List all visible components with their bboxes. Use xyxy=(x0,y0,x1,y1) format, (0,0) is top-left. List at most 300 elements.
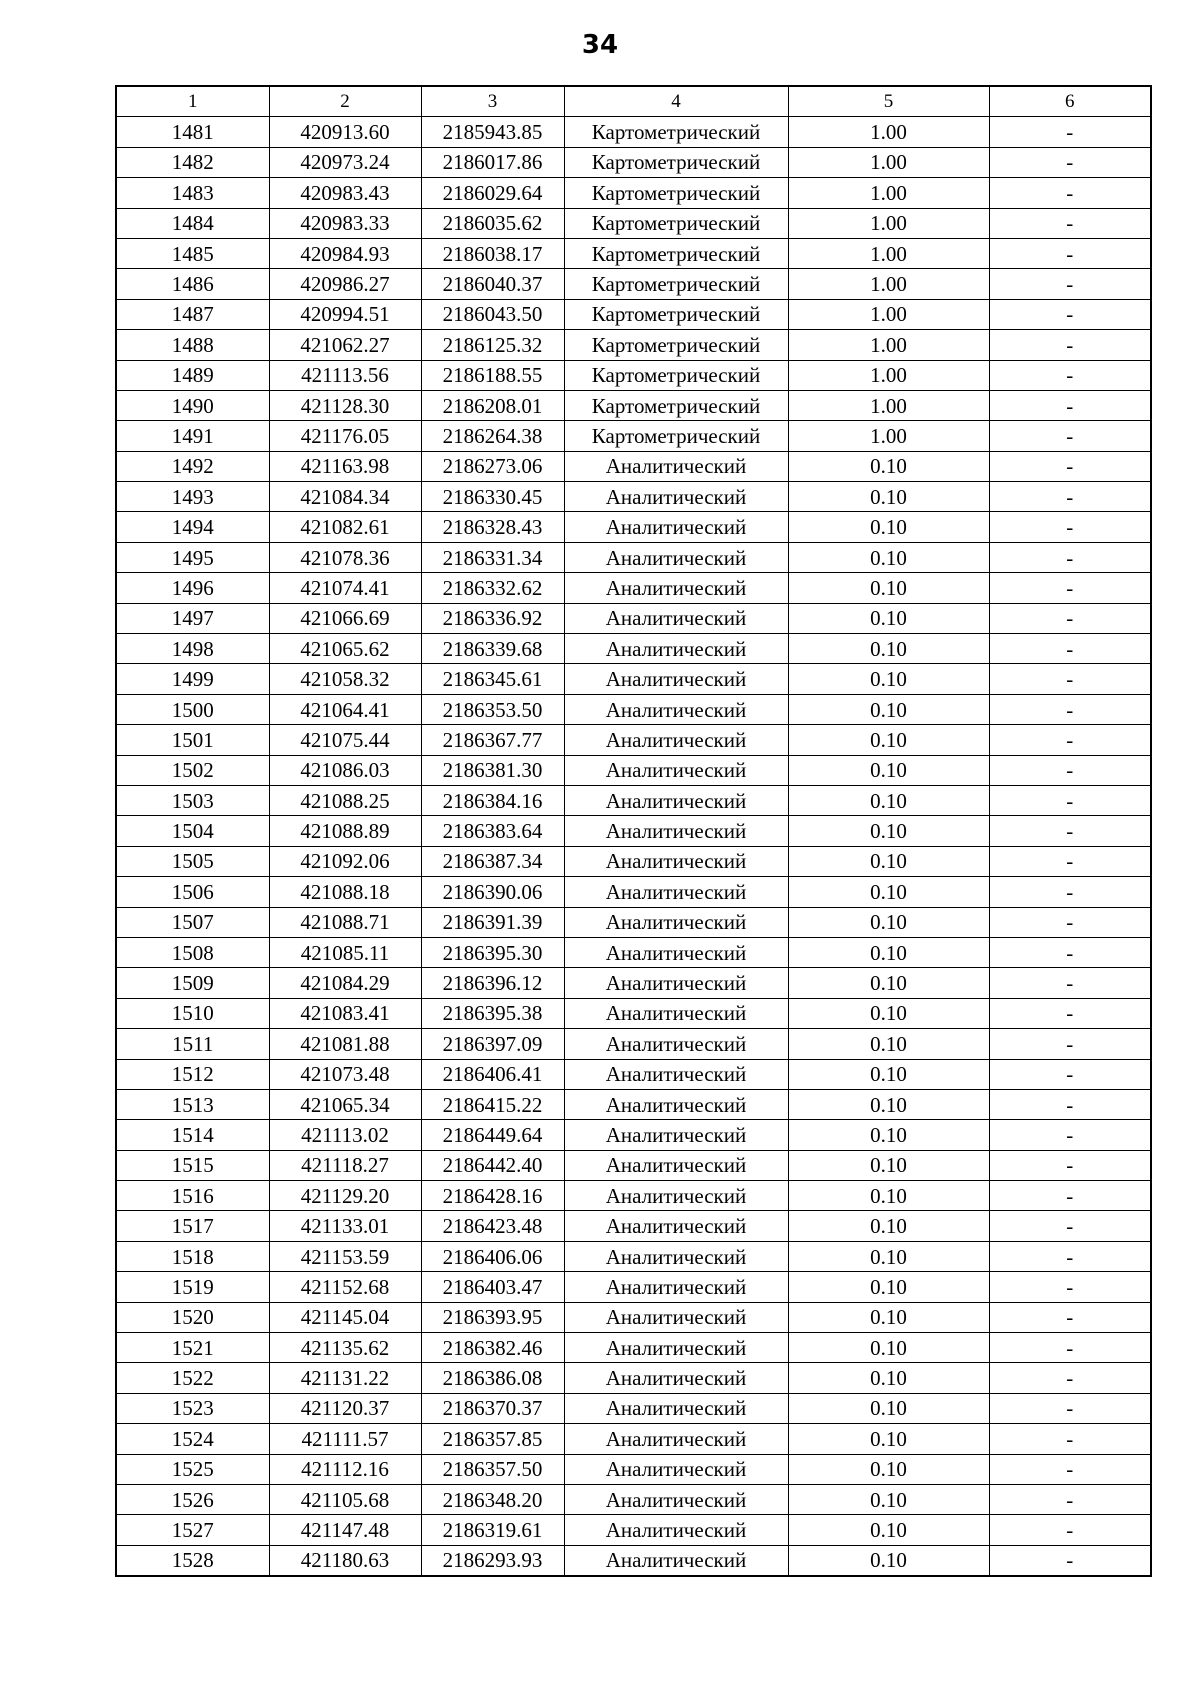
note-cell: - xyxy=(989,907,1151,937)
accuracy-cell: 0.10 xyxy=(788,1150,989,1180)
note-cell: - xyxy=(989,816,1151,846)
table-row xyxy=(116,634,1151,664)
y-coordinate-cell: 2186029.64 xyxy=(421,178,564,208)
method-cell: Аналитический xyxy=(564,1454,788,1484)
accuracy-cell: 1.00 xyxy=(788,390,989,420)
y-coordinate-cell: 2186395.30 xyxy=(421,937,564,967)
accuracy-cell: 0.10 xyxy=(788,1363,989,1393)
method-cell: Картометрический xyxy=(564,178,788,208)
y-coordinate-cell: 2186384.16 xyxy=(421,785,564,815)
table-row xyxy=(116,1424,1151,1454)
point-number-cell: 1509 xyxy=(116,968,269,998)
accuracy-cell: 0.10 xyxy=(788,846,989,876)
y-coordinate-cell: 2186035.62 xyxy=(421,208,564,238)
method-cell: Аналитический xyxy=(564,542,788,572)
point-number-cell: 1499 xyxy=(116,664,269,694)
x-coordinate-cell: 420983.33 xyxy=(269,208,421,238)
note-cell: - xyxy=(989,1515,1151,1545)
accuracy-cell: 0.10 xyxy=(788,1120,989,1150)
x-coordinate-cell: 421065.34 xyxy=(269,1089,421,1119)
method-cell: Аналитический xyxy=(564,907,788,937)
point-number-cell: 1528 xyxy=(116,1545,269,1576)
method-cell: Аналитический xyxy=(564,998,788,1028)
point-number-cell: 1494 xyxy=(116,512,269,542)
table-row xyxy=(116,877,1151,907)
note-cell: - xyxy=(989,1211,1151,1241)
note-cell: - xyxy=(989,1241,1151,1271)
table-row xyxy=(116,1393,1151,1423)
method-cell: Картометрический xyxy=(564,330,788,360)
point-number-cell: 1526 xyxy=(116,1484,269,1514)
column-header-1: 1 xyxy=(116,86,269,117)
table-row xyxy=(116,603,1151,633)
point-number-cell: 1505 xyxy=(116,846,269,876)
point-number-cell: 1491 xyxy=(116,421,269,451)
x-coordinate-cell: 421112.16 xyxy=(269,1454,421,1484)
x-coordinate-cell: 421092.06 xyxy=(269,846,421,876)
x-coordinate-cell: 421065.62 xyxy=(269,634,421,664)
x-coordinate-cell: 421084.34 xyxy=(269,482,421,512)
y-coordinate-cell: 2186397.09 xyxy=(421,1029,564,1059)
point-number-cell: 1520 xyxy=(116,1302,269,1332)
x-coordinate-cell: 421082.61 xyxy=(269,512,421,542)
x-coordinate-cell: 421128.30 xyxy=(269,390,421,420)
method-cell: Картометрический xyxy=(564,147,788,177)
point-number-cell: 1507 xyxy=(116,907,269,937)
point-number-cell: 1489 xyxy=(116,360,269,390)
accuracy-cell: 0.10 xyxy=(788,1029,989,1059)
y-coordinate-cell: 2186449.64 xyxy=(421,1120,564,1150)
note-cell: - xyxy=(989,360,1151,390)
method-cell: Аналитический xyxy=(564,1059,788,1089)
y-coordinate-cell: 2186353.50 xyxy=(421,694,564,724)
y-coordinate-cell: 2186328.43 xyxy=(421,512,564,542)
note-cell: - xyxy=(989,208,1151,238)
note-cell: - xyxy=(989,755,1151,785)
coordinates-table xyxy=(115,85,1152,1577)
x-coordinate-cell: 421075.44 xyxy=(269,725,421,755)
note-cell: - xyxy=(989,1272,1151,1302)
y-coordinate-cell: 2186383.64 xyxy=(421,816,564,846)
column-header-4: 4 xyxy=(564,86,788,117)
method-cell: Аналитический xyxy=(564,1484,788,1514)
y-coordinate-cell: 2186382.46 xyxy=(421,1333,564,1363)
method-cell: Аналитический xyxy=(564,1150,788,1180)
table-row xyxy=(116,1150,1151,1180)
method-cell: Аналитический xyxy=(564,968,788,998)
point-number-cell: 1524 xyxy=(116,1424,269,1454)
table-row xyxy=(116,512,1151,542)
y-coordinate-cell: 2186357.50 xyxy=(421,1454,564,1484)
point-number-cell: 1498 xyxy=(116,634,269,664)
method-cell: Аналитический xyxy=(564,1211,788,1241)
x-coordinate-cell: 421064.41 xyxy=(269,694,421,724)
point-number-cell: 1481 xyxy=(116,117,269,147)
y-coordinate-cell: 2186331.34 xyxy=(421,542,564,572)
table-row xyxy=(116,330,1151,360)
y-coordinate-cell: 2186395.38 xyxy=(421,998,564,1028)
table-row xyxy=(116,421,1151,451)
table-row xyxy=(116,998,1151,1028)
accuracy-cell: 0.10 xyxy=(788,1181,989,1211)
method-cell: Аналитический xyxy=(564,451,788,481)
note-cell: - xyxy=(989,238,1151,268)
method-cell: Картометрический xyxy=(564,421,788,451)
note-cell: - xyxy=(989,1333,1151,1363)
y-coordinate-cell: 2186040.37 xyxy=(421,269,564,299)
method-cell: Аналитический xyxy=(564,634,788,664)
table-row xyxy=(116,725,1151,755)
x-coordinate-cell: 420983.43 xyxy=(269,178,421,208)
y-coordinate-cell: 2186319.61 xyxy=(421,1515,564,1545)
accuracy-cell: 1.00 xyxy=(788,117,989,147)
method-cell: Аналитический xyxy=(564,1089,788,1119)
table-row xyxy=(116,1484,1151,1514)
method-cell: Аналитический xyxy=(564,877,788,907)
table-row xyxy=(116,1059,1151,1089)
x-coordinate-cell: 421163.98 xyxy=(269,451,421,481)
table-row xyxy=(116,1363,1151,1393)
accuracy-cell: 0.10 xyxy=(788,1302,989,1332)
table-row xyxy=(116,846,1151,876)
accuracy-cell: 0.10 xyxy=(788,1333,989,1363)
point-number-cell: 1527 xyxy=(116,1515,269,1545)
y-coordinate-cell: 2186043.50 xyxy=(421,299,564,329)
column-header-2: 2 xyxy=(269,86,421,117)
accuracy-cell: 0.10 xyxy=(788,785,989,815)
point-number-cell: 1506 xyxy=(116,877,269,907)
note-cell: - xyxy=(989,542,1151,572)
x-coordinate-cell: 421066.69 xyxy=(269,603,421,633)
note-cell: - xyxy=(989,877,1151,907)
note-cell: - xyxy=(989,299,1151,329)
note-cell: - xyxy=(989,998,1151,1028)
note-cell: - xyxy=(989,1424,1151,1454)
x-coordinate-cell: 420913.60 xyxy=(269,117,421,147)
point-number-cell: 1502 xyxy=(116,755,269,785)
x-coordinate-cell: 421078.36 xyxy=(269,542,421,572)
point-number-cell: 1486 xyxy=(116,269,269,299)
method-cell: Аналитический xyxy=(564,725,788,755)
accuracy-cell: 0.10 xyxy=(788,694,989,724)
method-cell: Аналитический xyxy=(564,816,788,846)
table-row xyxy=(116,390,1151,420)
accuracy-cell: 0.10 xyxy=(788,755,989,785)
y-coordinate-cell: 2186330.45 xyxy=(421,482,564,512)
note-cell: - xyxy=(989,421,1151,451)
x-coordinate-cell: 421147.48 xyxy=(269,1515,421,1545)
point-number-cell: 1512 xyxy=(116,1059,269,1089)
table-row xyxy=(116,664,1151,694)
y-coordinate-cell: 2186428.16 xyxy=(421,1181,564,1211)
x-coordinate-cell: 421086.03 xyxy=(269,755,421,785)
y-coordinate-cell: 2186336.92 xyxy=(421,603,564,633)
method-cell: Аналитический xyxy=(564,1029,788,1059)
x-coordinate-cell: 421088.89 xyxy=(269,816,421,846)
table-row xyxy=(116,968,1151,998)
table-row xyxy=(116,1211,1151,1241)
accuracy-cell: 1.00 xyxy=(788,208,989,238)
table-row xyxy=(116,1454,1151,1484)
table-row xyxy=(116,208,1151,238)
point-number-cell: 1483 xyxy=(116,178,269,208)
note-cell: - xyxy=(989,1393,1151,1423)
point-number-cell: 1493 xyxy=(116,482,269,512)
method-cell: Аналитический xyxy=(564,846,788,876)
method-cell: Аналитический xyxy=(564,785,788,815)
point-number-cell: 1495 xyxy=(116,542,269,572)
x-coordinate-cell: 421081.88 xyxy=(269,1029,421,1059)
method-cell: Картометрический xyxy=(564,269,788,299)
accuracy-cell: 0.10 xyxy=(788,542,989,572)
point-number-cell: 1522 xyxy=(116,1363,269,1393)
table-row xyxy=(116,785,1151,815)
table-row xyxy=(116,360,1151,390)
point-number-cell: 1500 xyxy=(116,694,269,724)
table-row xyxy=(116,907,1151,937)
x-coordinate-cell: 421176.05 xyxy=(269,421,421,451)
x-coordinate-cell: 421105.68 xyxy=(269,1484,421,1514)
accuracy-cell: 0.10 xyxy=(788,937,989,967)
accuracy-cell: 0.10 xyxy=(788,907,989,937)
accuracy-cell: 0.10 xyxy=(788,1393,989,1423)
note-cell: - xyxy=(989,330,1151,360)
x-coordinate-cell: 420984.93 xyxy=(269,238,421,268)
y-coordinate-cell: 2186406.41 xyxy=(421,1059,564,1089)
table-row xyxy=(116,269,1151,299)
column-header-6: 6 xyxy=(989,86,1151,117)
point-number-cell: 1485 xyxy=(116,238,269,268)
accuracy-cell: 0.10 xyxy=(788,1089,989,1119)
point-number-cell: 1503 xyxy=(116,785,269,815)
y-coordinate-cell: 2186370.37 xyxy=(421,1393,564,1423)
accuracy-cell: 1.00 xyxy=(788,299,989,329)
method-cell: Картометрический xyxy=(564,208,788,238)
table-row xyxy=(116,238,1151,268)
method-cell: Аналитический xyxy=(564,1302,788,1332)
note-cell: - xyxy=(989,846,1151,876)
accuracy-cell: 1.00 xyxy=(788,330,989,360)
table-row xyxy=(116,816,1151,846)
table-row xyxy=(116,1545,1151,1576)
y-coordinate-cell: 2186345.61 xyxy=(421,664,564,694)
x-coordinate-cell: 421113.02 xyxy=(269,1120,421,1150)
point-number-cell: 1521 xyxy=(116,1333,269,1363)
y-coordinate-cell: 2186406.06 xyxy=(421,1241,564,1271)
x-coordinate-cell: 421120.37 xyxy=(269,1393,421,1423)
y-coordinate-cell: 2186387.34 xyxy=(421,846,564,876)
y-coordinate-cell: 2186415.22 xyxy=(421,1089,564,1119)
point-number-cell: 1513 xyxy=(116,1089,269,1119)
accuracy-cell: 0.10 xyxy=(788,512,989,542)
note-cell: - xyxy=(989,1120,1151,1150)
note-cell: - xyxy=(989,178,1151,208)
method-cell: Аналитический xyxy=(564,1181,788,1211)
note-cell: - xyxy=(989,1029,1151,1059)
x-coordinate-cell: 421135.62 xyxy=(269,1333,421,1363)
accuracy-cell: 0.10 xyxy=(788,968,989,998)
accuracy-cell: 0.10 xyxy=(788,1484,989,1514)
table-row xyxy=(116,694,1151,724)
y-coordinate-cell: 2186393.95 xyxy=(421,1302,564,1332)
y-coordinate-cell: 2186386.08 xyxy=(421,1363,564,1393)
y-coordinate-cell: 2186264.38 xyxy=(421,421,564,451)
table-row xyxy=(116,1089,1151,1119)
accuracy-cell: 1.00 xyxy=(788,147,989,177)
x-coordinate-cell: 421111.57 xyxy=(269,1424,421,1454)
note-cell: - xyxy=(989,390,1151,420)
x-coordinate-cell: 421152.68 xyxy=(269,1272,421,1302)
x-coordinate-cell: 421083.41 xyxy=(269,998,421,1028)
point-number-cell: 1492 xyxy=(116,451,269,481)
point-number-cell: 1517 xyxy=(116,1211,269,1241)
note-cell: - xyxy=(989,603,1151,633)
accuracy-cell: 0.10 xyxy=(788,816,989,846)
method-cell: Картометрический xyxy=(564,117,788,147)
point-number-cell: 1508 xyxy=(116,937,269,967)
point-number-cell: 1497 xyxy=(116,603,269,633)
y-coordinate-cell: 2186390.06 xyxy=(421,877,564,907)
accuracy-cell: 0.10 xyxy=(788,603,989,633)
column-header-5: 5 xyxy=(788,86,989,117)
method-cell: Аналитический xyxy=(564,573,788,603)
column-header-3: 3 xyxy=(421,86,564,117)
accuracy-cell: 0.10 xyxy=(788,998,989,1028)
point-number-cell: 1488 xyxy=(116,330,269,360)
note-cell: - xyxy=(989,1302,1151,1332)
table-row xyxy=(116,1515,1151,1545)
method-cell: Картометрический xyxy=(564,360,788,390)
y-coordinate-cell: 2186038.17 xyxy=(421,238,564,268)
table-row xyxy=(116,1029,1151,1059)
x-coordinate-cell: 421133.01 xyxy=(269,1211,421,1241)
accuracy-cell: 0.10 xyxy=(788,1241,989,1271)
table-row xyxy=(116,573,1151,603)
y-coordinate-cell: 2186357.85 xyxy=(421,1424,564,1454)
table-row xyxy=(116,482,1151,512)
method-cell: Аналитический xyxy=(564,1333,788,1363)
accuracy-cell: 0.10 xyxy=(788,573,989,603)
accuracy-cell: 0.10 xyxy=(788,1211,989,1241)
x-coordinate-cell: 421145.04 xyxy=(269,1302,421,1332)
x-coordinate-cell: 421074.41 xyxy=(269,573,421,603)
note-cell: - xyxy=(989,634,1151,664)
accuracy-cell: 0.10 xyxy=(788,877,989,907)
table-row xyxy=(116,542,1151,572)
point-number-cell: 1518 xyxy=(116,1241,269,1271)
table-row xyxy=(116,117,1151,147)
point-number-cell: 1490 xyxy=(116,390,269,420)
note-cell: - xyxy=(989,573,1151,603)
accuracy-cell: 0.10 xyxy=(788,451,989,481)
method-cell: Картометрический xyxy=(564,238,788,268)
accuracy-cell: 0.10 xyxy=(788,1272,989,1302)
point-number-cell: 1484 xyxy=(116,208,269,238)
y-coordinate-cell: 2186367.77 xyxy=(421,725,564,755)
accuracy-cell: 1.00 xyxy=(788,269,989,299)
method-cell: Картометрический xyxy=(564,390,788,420)
y-coordinate-cell: 2186017.86 xyxy=(421,147,564,177)
table-row xyxy=(116,1302,1151,1332)
x-coordinate-cell: 421153.59 xyxy=(269,1241,421,1271)
point-number-cell: 1504 xyxy=(116,816,269,846)
point-number-cell: 1515 xyxy=(116,1150,269,1180)
x-coordinate-cell: 421073.48 xyxy=(269,1059,421,1089)
note-cell: - xyxy=(989,1484,1151,1514)
y-coordinate-cell: 2186125.32 xyxy=(421,330,564,360)
note-cell: - xyxy=(989,1545,1151,1576)
note-cell: - xyxy=(989,785,1151,815)
x-coordinate-cell: 421088.25 xyxy=(269,785,421,815)
note-cell: - xyxy=(989,269,1151,299)
accuracy-cell: 0.10 xyxy=(788,1454,989,1484)
method-cell: Аналитический xyxy=(564,603,788,633)
point-number-cell: 1501 xyxy=(116,725,269,755)
note-cell: - xyxy=(989,482,1151,512)
accuracy-cell: 1.00 xyxy=(788,360,989,390)
point-number-cell: 1496 xyxy=(116,573,269,603)
y-coordinate-cell: 2185943.85 xyxy=(421,117,564,147)
x-coordinate-cell: 421113.56 xyxy=(269,360,421,390)
accuracy-cell: 0.10 xyxy=(788,664,989,694)
method-cell: Аналитический xyxy=(564,1393,788,1423)
accuracy-cell: 1.00 xyxy=(788,421,989,451)
method-cell: Аналитический xyxy=(564,1120,788,1150)
table-row xyxy=(116,147,1151,177)
x-coordinate-cell: 421084.29 xyxy=(269,968,421,998)
y-coordinate-cell: 2186208.01 xyxy=(421,390,564,420)
table-row xyxy=(116,1333,1151,1363)
note-cell: - xyxy=(989,664,1151,694)
note-cell: - xyxy=(989,117,1151,147)
x-coordinate-cell: 421062.27 xyxy=(269,330,421,360)
note-cell: - xyxy=(989,1454,1151,1484)
x-coordinate-cell: 421088.71 xyxy=(269,907,421,937)
point-number-cell: 1511 xyxy=(116,1029,269,1059)
x-coordinate-cell: 421180.63 xyxy=(269,1545,421,1576)
y-coordinate-cell: 2186332.62 xyxy=(421,573,564,603)
table-row xyxy=(116,1181,1151,1211)
table-row xyxy=(116,299,1151,329)
note-cell: - xyxy=(989,1089,1151,1119)
point-number-cell: 1487 xyxy=(116,299,269,329)
x-coordinate-cell: 421129.20 xyxy=(269,1181,421,1211)
method-cell: Картометрический xyxy=(564,299,788,329)
accuracy-cell: 0.10 xyxy=(788,1424,989,1454)
table-header-row xyxy=(116,86,1151,117)
accuracy-cell: 0.10 xyxy=(788,634,989,664)
table-row xyxy=(116,1272,1151,1302)
x-coordinate-cell: 421118.27 xyxy=(269,1150,421,1180)
table-row xyxy=(116,755,1151,785)
x-coordinate-cell: 420986.27 xyxy=(269,269,421,299)
x-coordinate-cell: 421088.18 xyxy=(269,877,421,907)
method-cell: Аналитический xyxy=(564,482,788,512)
y-coordinate-cell: 2186348.20 xyxy=(421,1484,564,1514)
point-number-cell: 1510 xyxy=(116,998,269,1028)
table-row xyxy=(116,1120,1151,1150)
accuracy-cell: 0.10 xyxy=(788,482,989,512)
method-cell: Аналитический xyxy=(564,1241,788,1271)
method-cell: Аналитический xyxy=(564,937,788,967)
y-coordinate-cell: 2186403.47 xyxy=(421,1272,564,1302)
accuracy-cell: 0.10 xyxy=(788,725,989,755)
accuracy-cell: 1.00 xyxy=(788,238,989,268)
accuracy-cell: 0.10 xyxy=(788,1059,989,1089)
note-cell: - xyxy=(989,937,1151,967)
point-number-cell: 1523 xyxy=(116,1393,269,1423)
y-coordinate-cell: 2186381.30 xyxy=(421,755,564,785)
